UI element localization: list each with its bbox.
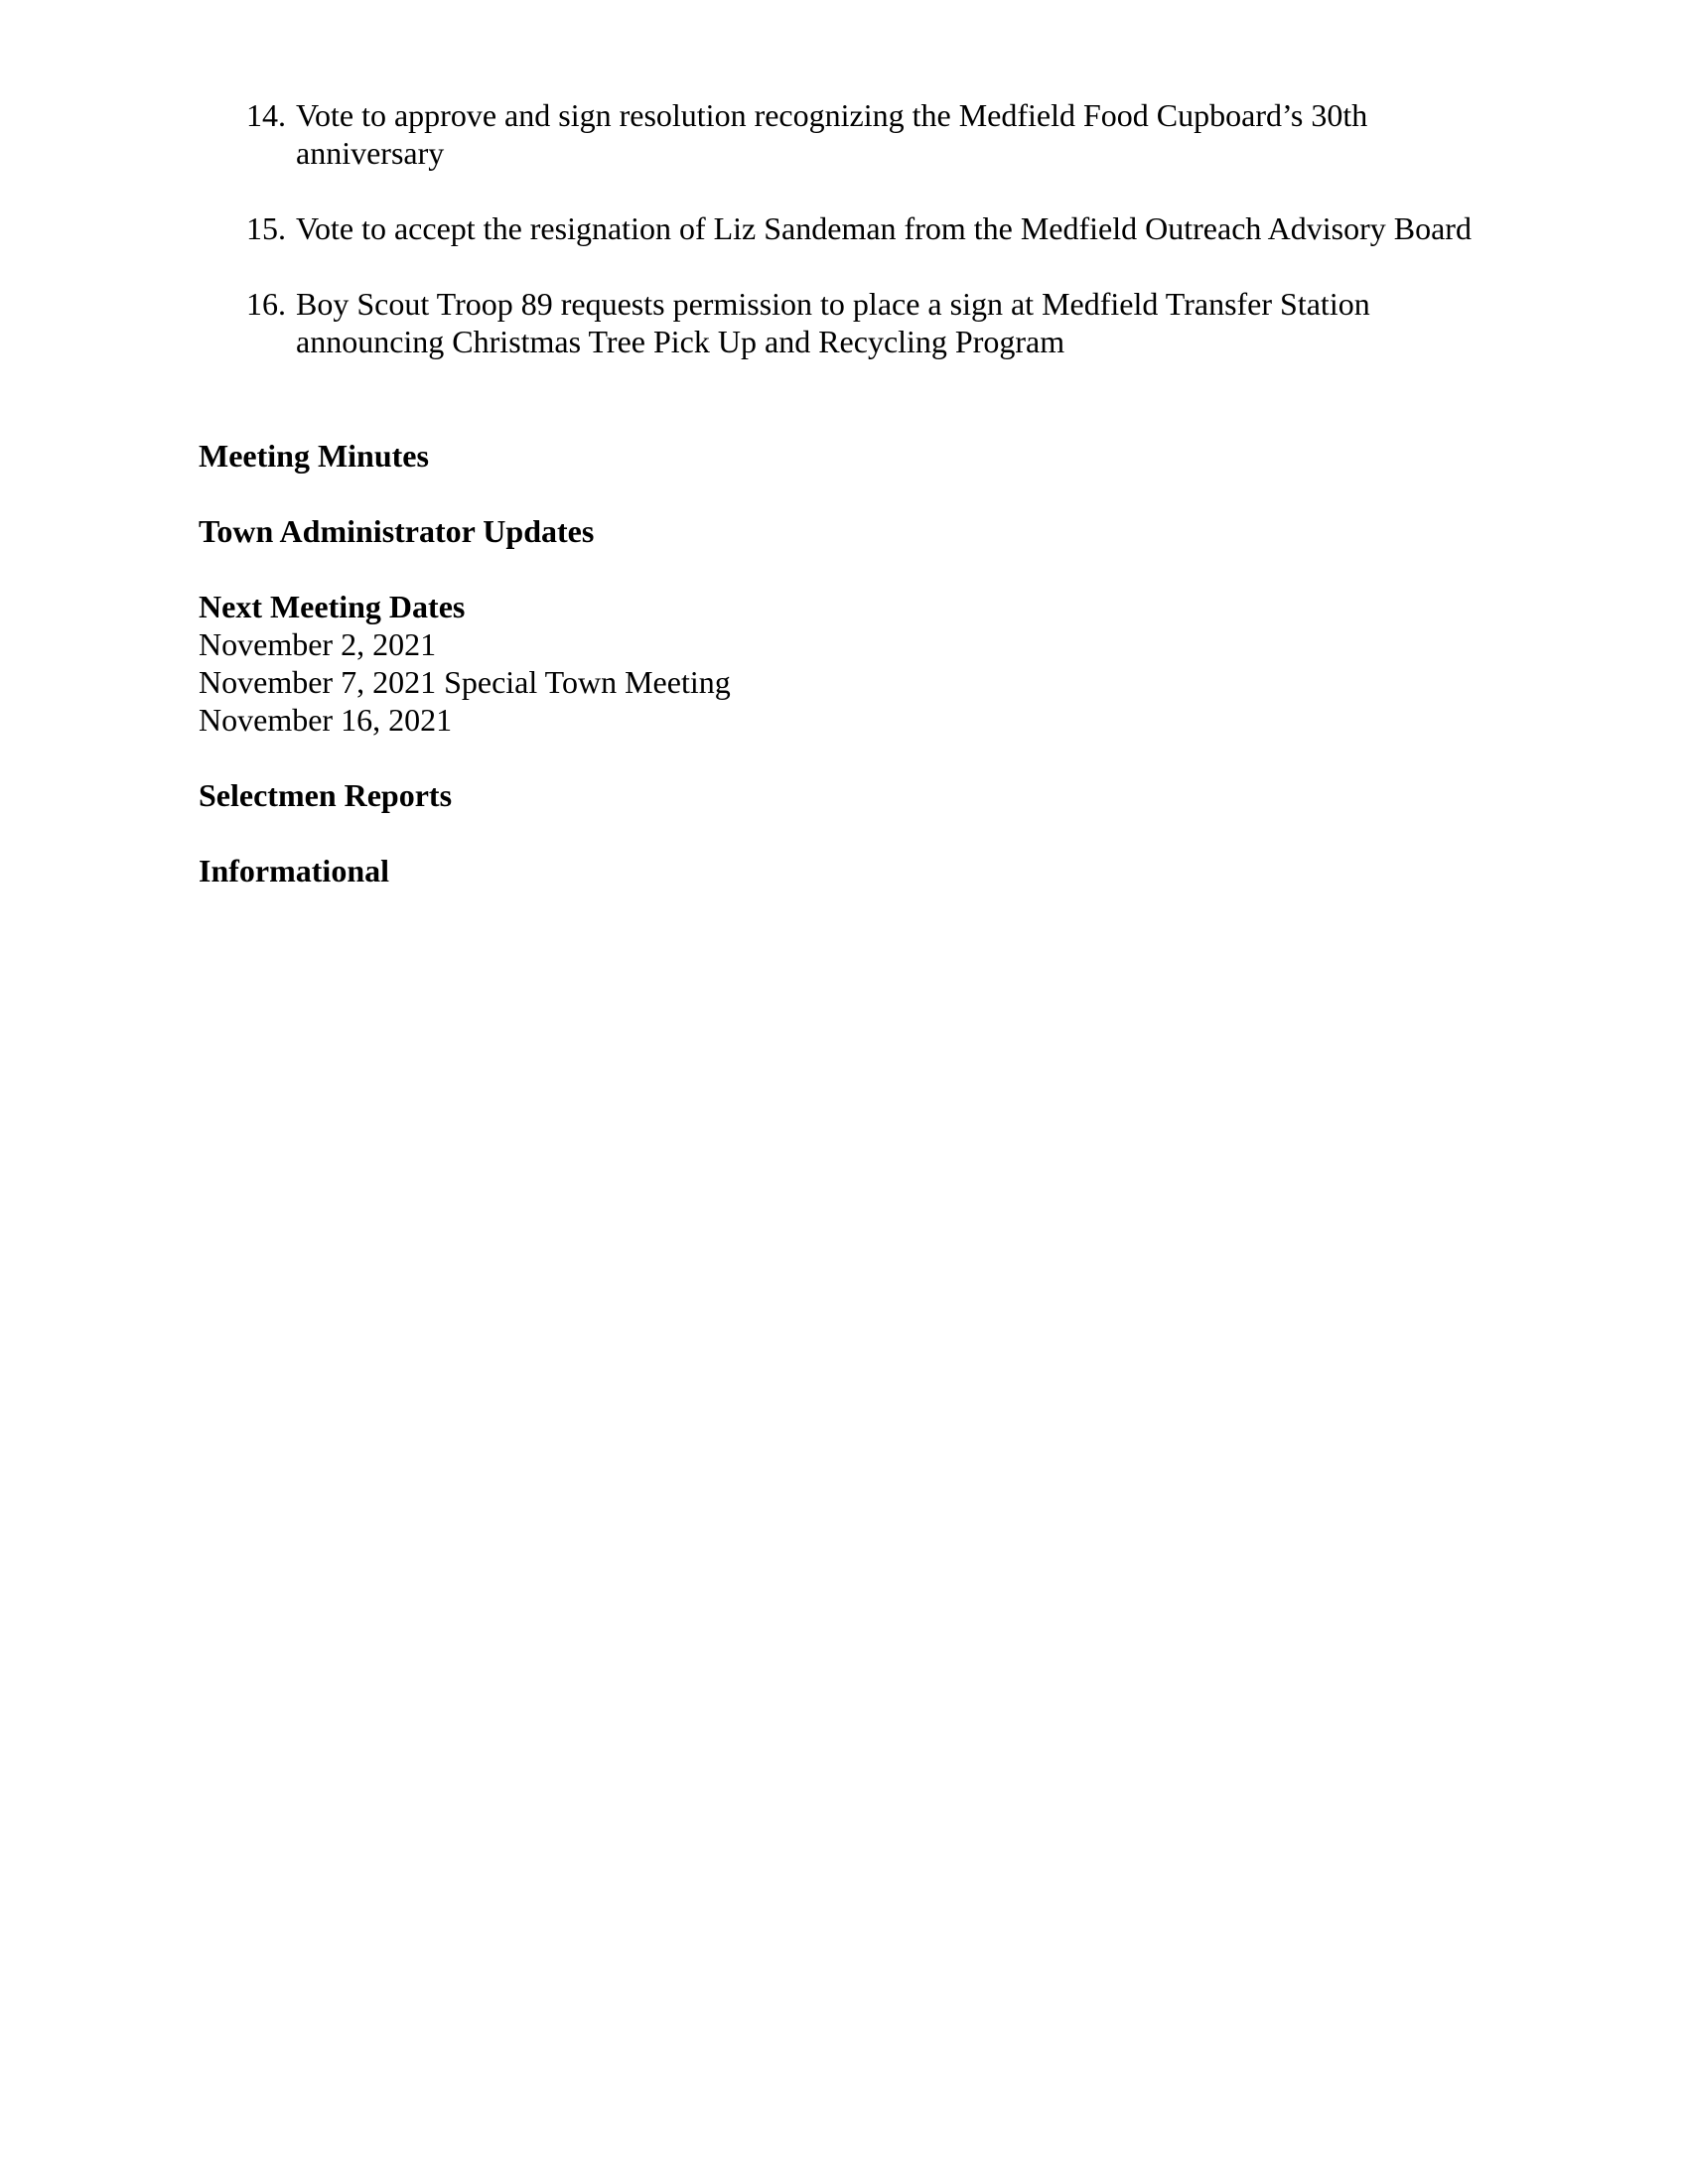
meeting-minutes-heading: Meeting Minutes [199, 438, 429, 474]
town-administrator-updates-heading: Town Administrator Updates [199, 513, 595, 549]
next-meeting-dates-section [199, 588, 1489, 739]
selectmen-reports-section [199, 776, 1489, 814]
informational-section [199, 852, 1489, 889]
agenda-item-14 [246, 96, 1477, 172]
agenda-item-text: Vote to approve and sign resolution recognizing the Medfield Food Cupboard’s 30th anniversary [296, 97, 1368, 171]
agenda-item-number: 15. [246, 210, 286, 246]
meeting-minutes-section [199, 437, 1489, 475]
meeting-date: November 2, 2021 [199, 626, 437, 662]
town-administrator-updates-section [199, 512, 1489, 550]
meeting-date: November 7, 2021 Special Town Meeting [199, 664, 731, 700]
agenda-item-16 [246, 285, 1477, 360]
agenda-item-text: Boy Scout Troop 89 requests permission to place a sign at Medfield Transfer Station announcing Christmas Tree Pick Up and Recycling Program [296, 286, 1370, 359]
next-meeting-dates-heading: Next Meeting Dates [199, 589, 466, 624]
selectmen-reports-heading: Selectmen Reports [199, 777, 453, 813]
agenda-item-number: 16. [246, 286, 286, 322]
informational-heading: Informational [199, 853, 389, 888]
agenda-list [246, 96, 1477, 398]
agenda-item-number: 14. [246, 97, 286, 133]
agenda-item-15 [246, 209, 1477, 247]
agenda-item-text: Vote to accept the resignation of Liz Sandeman from the Medfield Outreach Advisory Board [296, 210, 1472, 246]
agenda-sections [199, 437, 1489, 927]
meeting-date: November 16, 2021 [199, 702, 453, 738]
